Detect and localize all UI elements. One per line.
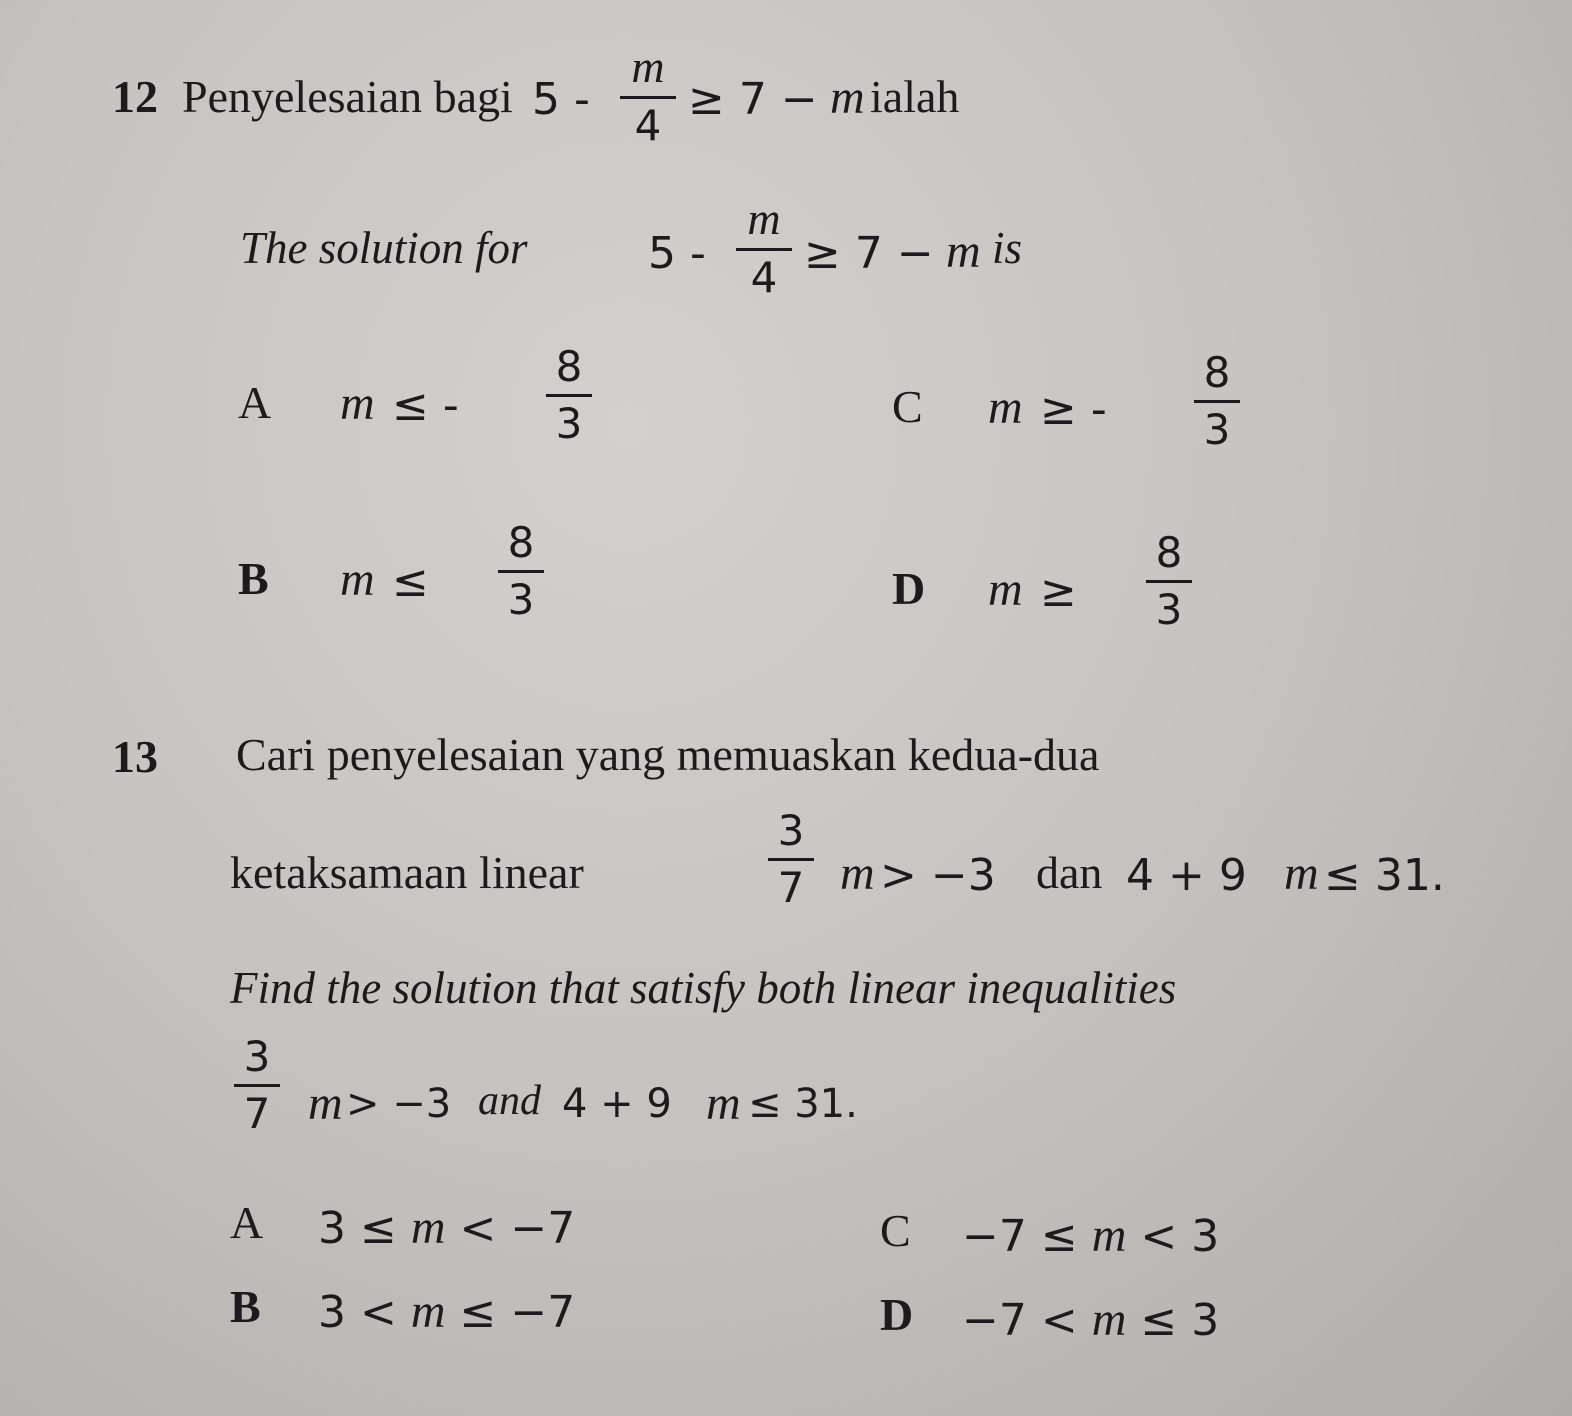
option-fraction	[1194, 348, 1240, 454]
ineq2-relation: ≤ 31.	[1324, 850, 1445, 901]
option-variable: m	[410, 1201, 446, 1254]
fraction-denominator: 4	[634, 101, 662, 150]
option-variable: m	[988, 563, 1023, 616]
question-number: 12	[112, 71, 158, 122]
option-expr-post: < −7	[445, 1203, 576, 1254]
option-expr-pre: 3 ≤	[318, 1203, 411, 1254]
question-number: 13	[112, 731, 158, 782]
expr-lhs: 5 -	[532, 74, 590, 125]
option-letter: B	[230, 1281, 261, 1332]
ineq1-fraction-en	[234, 1032, 280, 1138]
conjunction-english: and	[478, 1078, 541, 1124]
option-fraction	[546, 342, 592, 448]
question-text-english: Find the solution that satisfy both linear inequalities	[230, 963, 1177, 1013]
option-variable: m	[340, 377, 375, 430]
option-expression	[962, 1209, 1220, 1262]
option-variable: m	[988, 381, 1023, 434]
fraction-numerator: 3	[777, 806, 805, 855]
question-text-english: The solution for	[240, 223, 528, 273]
option-expr-pre: −7 <	[962, 1295, 1092, 1346]
option-variable: m	[1091, 1293, 1127, 1346]
expr-fraction	[620, 41, 676, 150]
ineq1-relation-en: > −3	[346, 1081, 452, 1127]
option-letter: A	[230, 1197, 264, 1248]
option-letter: D	[892, 563, 926, 614]
option-relation: ≥	[1040, 566, 1077, 617]
fraction-numerator: m	[631, 41, 665, 92]
question-text-malay-line2: ketaksamaan linear	[230, 847, 584, 898]
option-relation: ≥ -	[1040, 384, 1107, 435]
option-relation: ≤ -	[392, 380, 459, 431]
expr-variable-en: m	[946, 225, 981, 278]
option-letter: C	[892, 381, 923, 432]
fraction-numerator: 8	[1203, 348, 1231, 397]
fraction-denominator: 3	[555, 399, 583, 448]
option-relation: ≤	[392, 556, 429, 607]
option-expression	[318, 1201, 576, 1254]
ineq2-variable: m	[1284, 847, 1319, 900]
expr-variable: m	[830, 71, 865, 124]
option-expr-post: < 3	[1126, 1211, 1220, 1262]
ineq1-variable: m	[840, 847, 875, 900]
option-variable: m	[340, 553, 375, 606]
fraction-numerator: 8	[1155, 528, 1183, 577]
option-letter: B	[238, 553, 269, 604]
fraction-denominator: 4	[750, 253, 778, 302]
fraction-numerator: 8	[555, 342, 583, 391]
option-expression	[962, 1293, 1220, 1346]
question-suffix-english: is	[992, 223, 1023, 273]
expr-relation-en: ≥ 7 −	[804, 228, 934, 279]
option-letter: D	[880, 1289, 914, 1340]
ineq2-lhs-en: 4 + 9	[562, 1081, 672, 1127]
option-expr-post: ≤ 3	[1126, 1295, 1220, 1346]
question-text-malay: Penyelesaian bagi	[182, 71, 513, 122]
fraction-numerator: 8	[507, 518, 535, 567]
option-letter: C	[880, 1205, 911, 1256]
fraction-denominator: 7	[777, 863, 805, 912]
option-variable: m	[410, 1285, 446, 1338]
expr-fraction-en	[736, 193, 792, 302]
fraction-numerator: 3	[243, 1032, 271, 1081]
option-variable: m	[1091, 1209, 1127, 1262]
option-expr-pre: 3 <	[318, 1287, 411, 1338]
option-fraction	[498, 518, 544, 624]
option-expr-pre: −7 ≤	[962, 1211, 1092, 1262]
question-suffix-malay: ialah	[870, 71, 960, 122]
question-text-malay-line1: Cari penyelesaian yang memuaskan kedua-dua	[236, 729, 1100, 780]
option-expression	[318, 1285, 576, 1338]
expr-lhs-en: 5 -	[648, 228, 706, 279]
ineq1-fraction	[768, 806, 814, 912]
fraction-denominator: 3	[507, 575, 535, 624]
option-letter: A	[238, 377, 272, 428]
expr-relation: ≥ 7 −	[688, 74, 818, 125]
fraction-denominator: 7	[243, 1089, 271, 1138]
ineq1-relation: > −3	[880, 850, 996, 901]
ineq1-variable-en: m	[308, 1077, 343, 1130]
fraction-denominator: 3	[1203, 405, 1231, 454]
option-expr-post: ≤ −7	[445, 1287, 576, 1338]
ineq2-lhs: 4 + 9	[1126, 850, 1247, 901]
option-fraction	[1146, 528, 1192, 634]
ineq2-relation-en: ≤ 31.	[748, 1081, 858, 1127]
ineq2-variable-en: m	[706, 1077, 741, 1130]
fraction-numerator: m	[747, 193, 781, 244]
conjunction-malay: dan	[1036, 847, 1103, 898]
fraction-denominator: 3	[1155, 585, 1183, 634]
